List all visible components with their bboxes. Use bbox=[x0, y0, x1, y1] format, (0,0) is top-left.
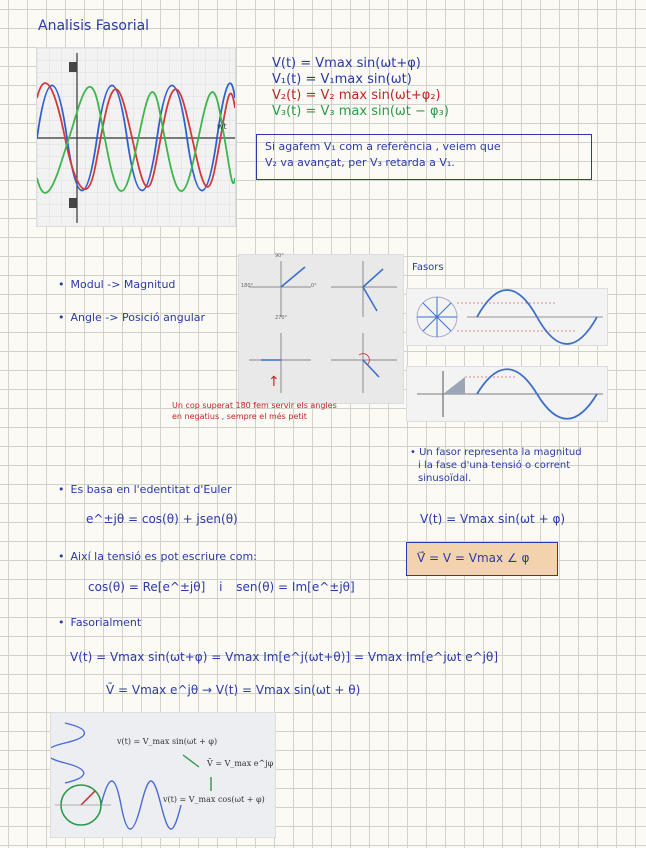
quad-label-180: 180° bbox=[241, 283, 254, 289]
cos-equation: cos(θ) = Re[e^±jθ] bbox=[88, 580, 206, 594]
fasor-def-line-1: Un fasor representa la magnitud bbox=[419, 447, 582, 458]
fasor-highlight-box: V⃗ = V = Vmax ∠ φ bbox=[406, 542, 558, 576]
quad-label-0: 0° bbox=[311, 283, 317, 289]
bottom-eq-phasor: V̄ = V_max e^jφ bbox=[207, 759, 274, 768]
reference-box bbox=[256, 134, 592, 180]
sine-waves-figure bbox=[36, 47, 236, 227]
page-title: Analisis Fasorial bbox=[38, 18, 150, 34]
bullet-fasorial: • Fasorialment bbox=[58, 616, 141, 629]
quadrant-angles-figure bbox=[238, 254, 404, 404]
equation-v: V(t) = Vmax sin(ωt+φ) bbox=[272, 56, 421, 71]
reference-line-1: Si agafem V₁ com a referència , veiem que bbox=[265, 140, 501, 153]
bullet-modul: • Modul -> Magnitud bbox=[58, 278, 175, 291]
equation-v1: V₁(t) = V₁max sin(ωt) bbox=[272, 72, 412, 87]
separator-i: i bbox=[219, 580, 223, 594]
equation-v2: V₂(t) = V₂ max sin(ωt+φ₂) bbox=[272, 88, 441, 103]
fasors-title: Fasors bbox=[412, 262, 444, 273]
bottom-eq-cos: v(t) = V_max cos(ωt + φ) bbox=[163, 795, 265, 804]
bullet-angle: • Angle -> Posició angular bbox=[58, 311, 205, 324]
euler-equation: e^±jθ = cos(θ) + jsen(θ) bbox=[86, 512, 238, 526]
vt-equation: V(t) = Vmax sin(ωt + φ) bbox=[420, 512, 566, 526]
bullet-dot-icon: • bbox=[410, 447, 420, 458]
note-line-1: Un cop superat 180 fem servir els angles bbox=[172, 401, 337, 410]
sin-equation: sen(θ) = Im[e^±jθ] bbox=[236, 580, 355, 594]
sin-cos-phasor-figure bbox=[50, 712, 276, 838]
bullet-tension: • Així la tensió es pot escriure com: bbox=[58, 550, 257, 563]
note-line-2: en negatius , sempre el més petit bbox=[172, 412, 307, 421]
fasorial-equation-2: V̄ = Vmax e^jθ → V(t) = Vmax sin(ωt + θ) bbox=[106, 683, 361, 697]
equation-v3: V₃(t) = V₃ max sin(ωt − φ₃) bbox=[272, 104, 449, 119]
phasor-rotation-figure bbox=[406, 288, 608, 346]
fasor-def-line-3: sinusoïdal. bbox=[418, 473, 472, 484]
bottom-eq-sin: v(t) = V_max sin(ωt + φ) bbox=[117, 737, 218, 746]
quad-label-270: 270° bbox=[275, 315, 288, 321]
fasorial-equation-1: V(t) = Vmax sin(ωt+φ) = Vmax Im[e^j(ωt+θ)] = Vmax Im[e^jωt e^jθ] bbox=[70, 650, 499, 664]
negative-angles-note bbox=[172, 400, 337, 422]
reference-line-2: V₂ va avançat, per V₃ retarda a V₁. bbox=[265, 156, 455, 169]
arrow-up-icon: ↑ bbox=[268, 374, 280, 390]
fasor-definition bbox=[410, 446, 582, 485]
wt-axis-label: wt bbox=[217, 122, 227, 131]
tension-equations bbox=[88, 580, 355, 594]
fasor-def-line-2: i la fase d'una tensió o corrent bbox=[418, 460, 571, 471]
bullet-euler: • Es basa en l'edentitat d'Euler bbox=[58, 483, 232, 496]
quad-label-90: 90° bbox=[275, 253, 284, 259]
phasor-projection-figure bbox=[406, 366, 608, 422]
